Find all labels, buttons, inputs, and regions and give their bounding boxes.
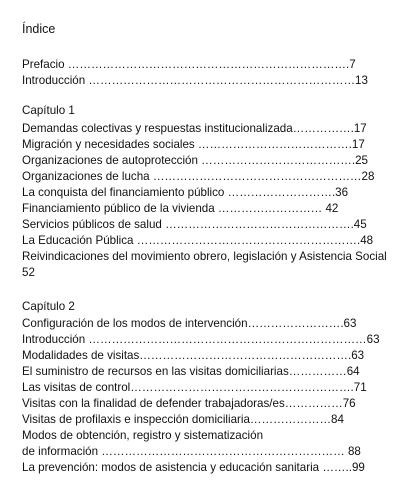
chapter-2-heading: Capítulo 2	[22, 300, 75, 313]
toc-entry: Servicios públicos de salud ………………………………………….45	[22, 218, 367, 231]
toc-entry-wrapped-part-2: de información ……………………………………………………… 88	[22, 445, 361, 458]
toc-entry-wrapped-part-1: Modos de obtención, registro y sistematización	[22, 429, 264, 442]
toc-entry-introduccion: Introducción ……………………………………………………………13	[22, 74, 368, 87]
toc-entry: Modalidades de visitas……………………………………………….63	[22, 349, 365, 362]
toc-entry-last: La prevención: modos de asistencia y educación sanitaria ……..99	[22, 461, 365, 474]
toc-entry: Introducción ………………………………………………………………63	[22, 333, 380, 346]
toc-entry: Las visitas de control………………………………………………….71	[22, 381, 367, 394]
toc-entry-prefacio: Prefacio ……………………………………………………………….7	[22, 58, 356, 71]
toc-entry: El suministro de recursos en las visitas domiciliarias……………64	[22, 365, 360, 378]
toc-entry: Financiamiento público de la vivienda ……………………… 42	[22, 202, 339, 215]
toc-entry: Migración y necesidades sociales ………………………………….17	[22, 138, 365, 151]
toc-entry: Visitas de profilaxis e inspección domiciliaria…………………84	[22, 413, 344, 426]
toc-entry: La Educación Pública ………………………………………………….48	[22, 234, 374, 247]
toc-entry: Configuración de los modos de intervención…………………….63	[22, 317, 357, 330]
toc-entry: Visitas con la finalidad de defender trabajadoras/es……………76	[22, 397, 356, 410]
toc-entry: Organizaciones de lucha ………………………………………………28	[22, 170, 375, 183]
chapter-1-heading: Capítulo 1	[22, 104, 75, 117]
toc-entry-wrapped: Reivindicaciones del movimiento obrero, legislación y Asistencia Social 52	[22, 250, 387, 279]
toc-entry: La conquista del financiamiento público ……………………….36	[22, 186, 349, 199]
toc-entry: Organizaciones de autoprotección ………………………………….25	[22, 154, 369, 167]
page-title: Índice	[22, 22, 56, 36]
toc-entry: Demandas colectivas y respuestas institucionalizada…………….17	[22, 122, 367, 135]
